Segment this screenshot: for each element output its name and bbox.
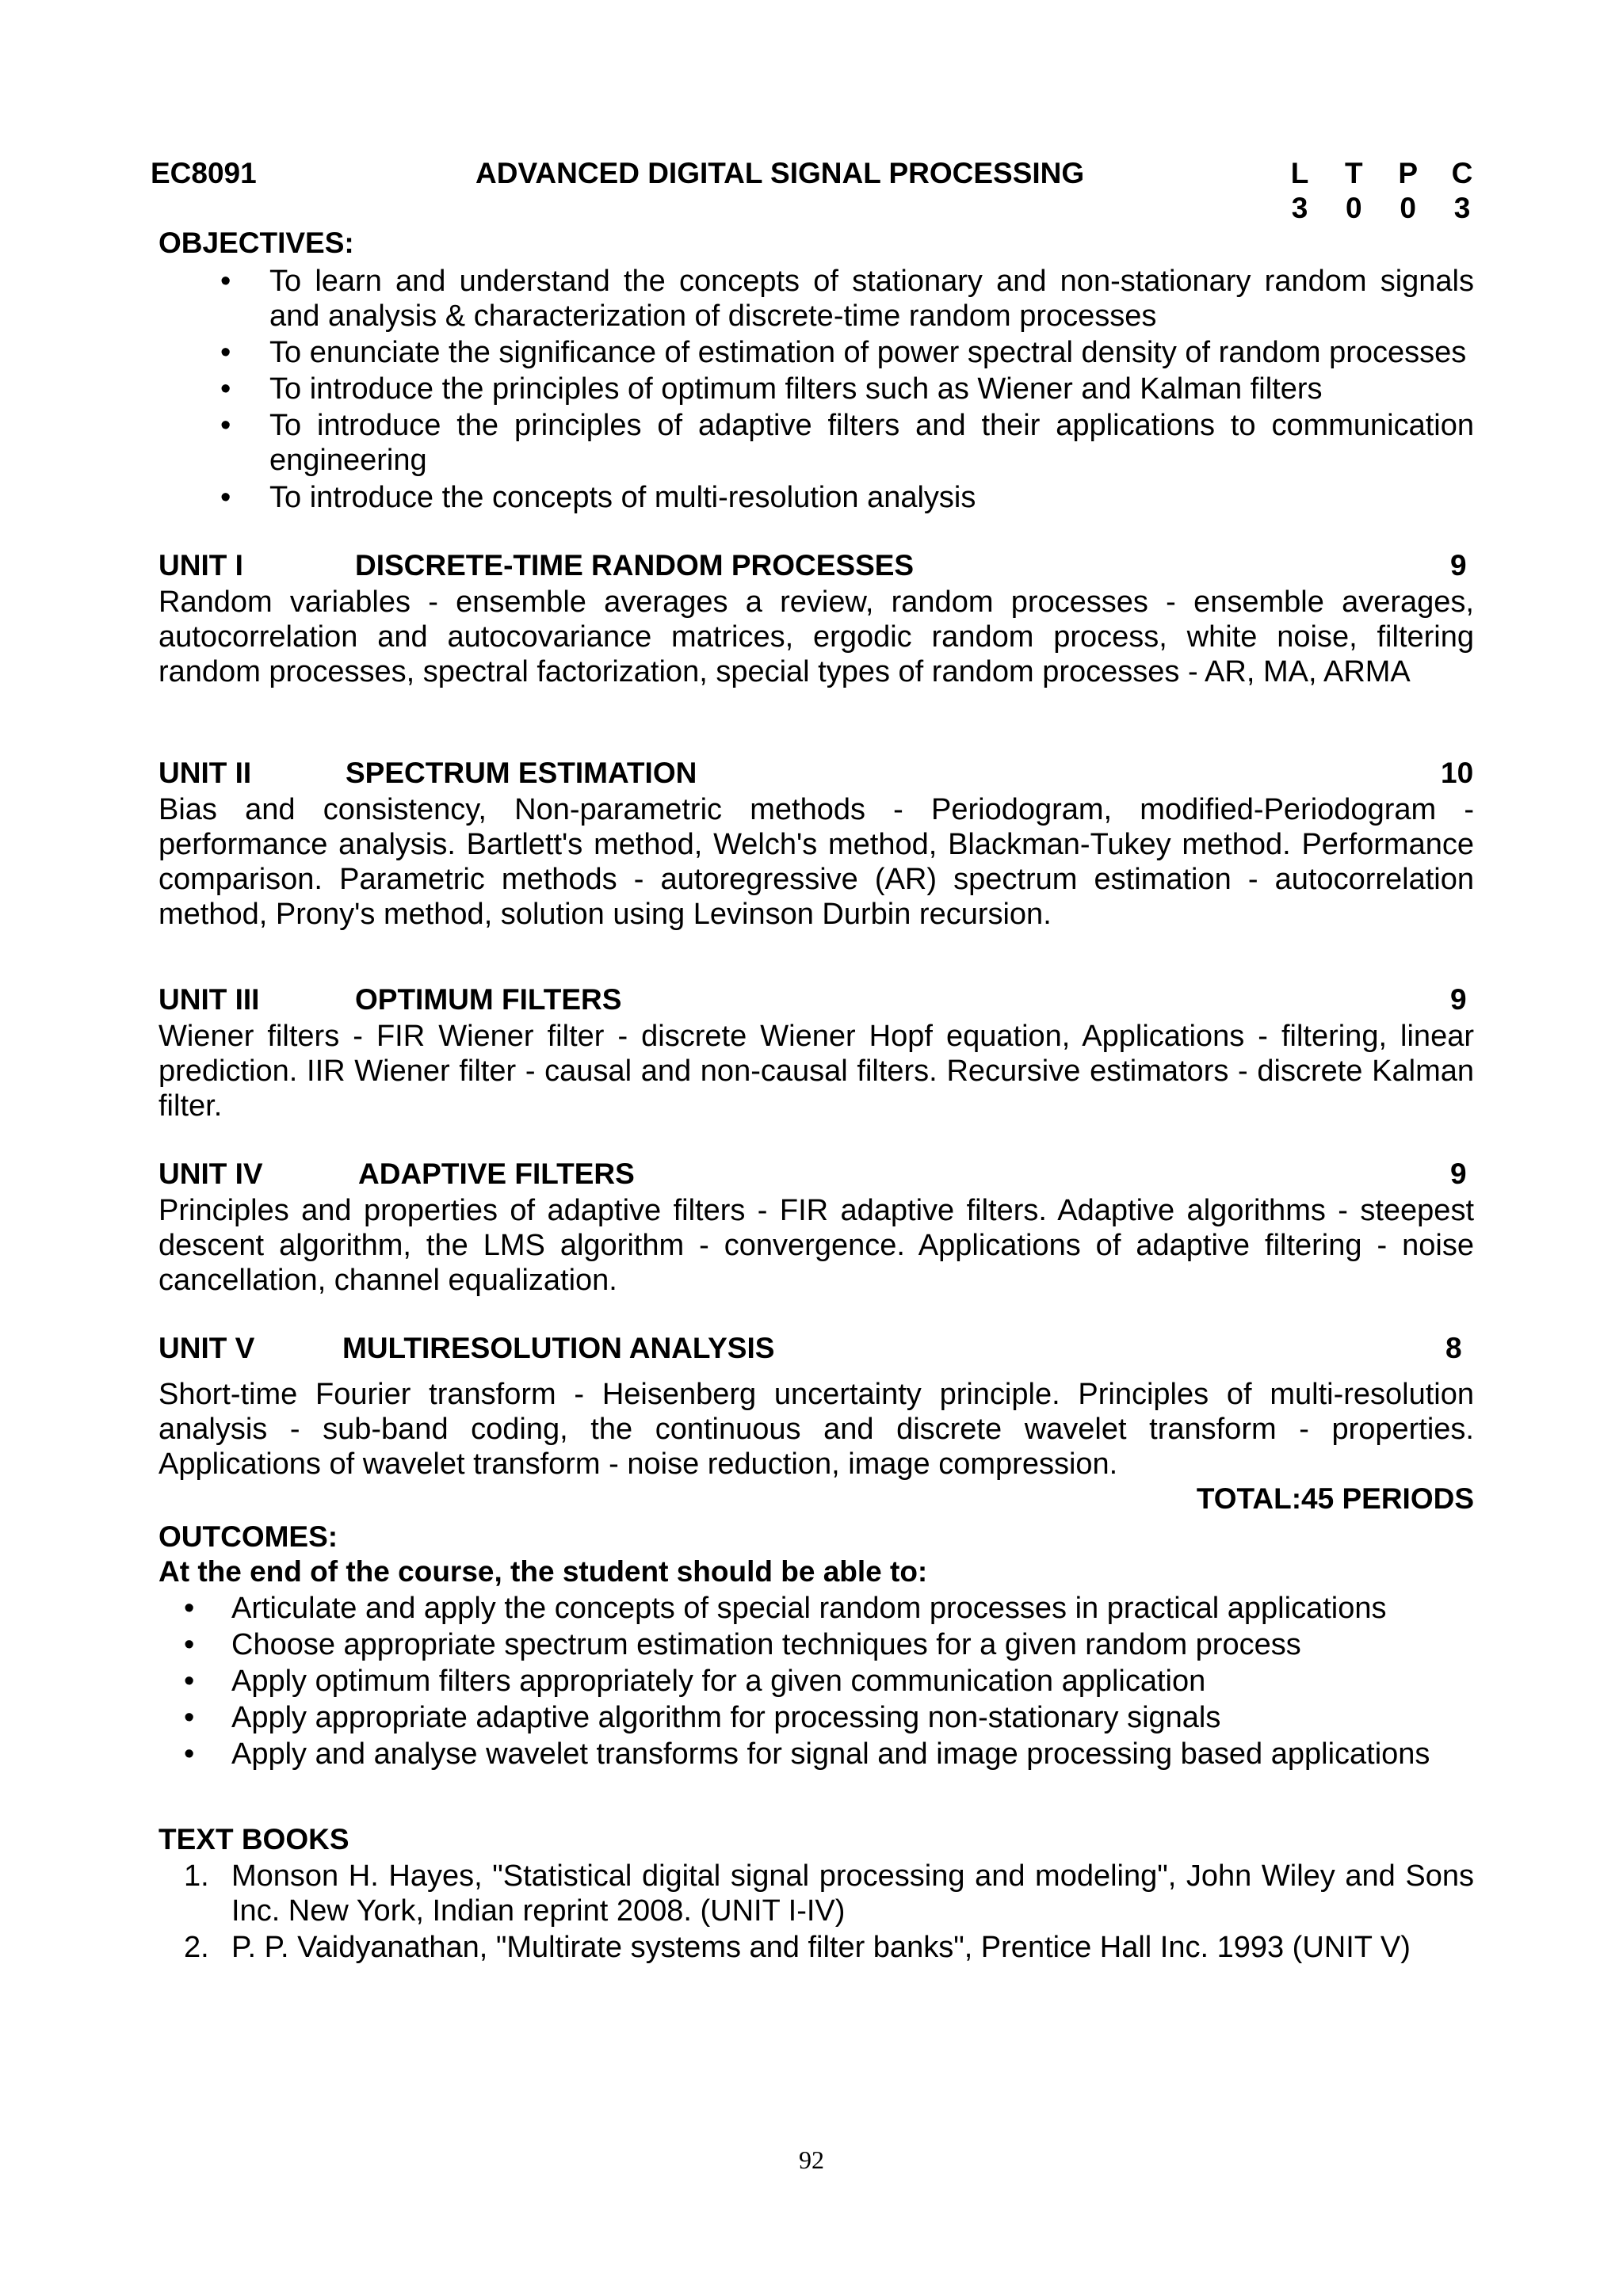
textbook-2-line1: P. P. Vaidyanathan, "Multirate systems and filter banks", Prentice Hall Inc. 1993 (UNIT V) xyxy=(231,1931,1411,1964)
ltpc-value-c: 3 xyxy=(1453,192,1471,224)
unit-4-hours: 9 xyxy=(1450,1158,1467,1190)
unit-5-line1: Short-time Fourier transform - Heisenberg uncertainty principle. Principles of multi-resolution xyxy=(158,1378,1474,1411)
course-code: EC8091 xyxy=(151,157,257,189)
ltpc-label-c: C xyxy=(1451,157,1473,189)
unit-4-line1: Principles and properties of adaptive filters - FIR adaptive filters. Adaptive algorithms - steepest xyxy=(158,1194,1474,1227)
unit-2-label: UNIT II xyxy=(158,757,252,789)
unit-5-line2: analysis - sub-band coding, the continuous and discrete wavelet transform - properties. xyxy=(158,1413,1474,1446)
unit-4-label: UNIT IV xyxy=(158,1158,263,1190)
objective-bullet-icon: • xyxy=(220,409,231,442)
textbooks-heading: TEXT BOOKS xyxy=(158,1823,349,1855)
objective-item-1-line1: To learn and understand the concepts of stationary and non-stationary random signals xyxy=(269,265,1474,298)
outcome-bullet-icon: • xyxy=(184,1737,195,1771)
page-number: 92 xyxy=(799,2145,824,2174)
objective-bullet-icon: • xyxy=(220,265,231,298)
textbook-1-line1: Monson H. Hayes, "Statistical digital signal processing and modeling", John Wiley and Sons xyxy=(231,1859,1474,1893)
outcome-bullet-icon: • xyxy=(184,1628,195,1661)
outcome-bullet-icon: • xyxy=(184,1665,195,1698)
unit-1-line2: autocorrelation and autocovariance matrices, ergodic random process, white noise, filtering xyxy=(158,620,1474,654)
ltpc-label-p: P xyxy=(1398,157,1418,189)
unit-1-line1: Random variables - ensemble averages a review, random processes - ensemble averages, xyxy=(158,585,1474,619)
unit-2-title: SPECTRUM ESTIMATION xyxy=(346,757,697,789)
objective-bullet-icon: • xyxy=(220,372,231,406)
unit-2-line2: performance analysis. Bartlett's method, Welch's method, Blackman-Tukey method. Performance xyxy=(158,828,1474,861)
unit-2-line4: method, Prony's method, solution using Levinson Durbin recursion. xyxy=(158,898,1052,931)
unit-5-title: MULTIRESOLUTION ANALYSIS xyxy=(342,1332,775,1364)
outcome-item-5: Apply and analyse wavelet transforms for signal and image processing based applications xyxy=(231,1737,1430,1771)
objective-bullet-icon: • xyxy=(220,481,231,514)
objective-item-1-line2: and analysis & characterization of discrete-time random processes xyxy=(269,299,1157,333)
unit-3-title: OPTIMUM FILTERS xyxy=(355,983,622,1016)
unit-3-line1: Wiener filters - FIR Wiener filter - discrete Wiener Hopf equation, Applications - filtering, linear xyxy=(158,1020,1474,1053)
unit-4-title: ADAPTIVE FILTERS xyxy=(358,1158,635,1190)
ltpc-labels xyxy=(1284,156,1478,191)
unit-1-title: DISCRETE-TIME RANDOM PROCESSES xyxy=(355,549,915,582)
unit-2-line3: comparison. Parametric methods - autoregressive (AR) spectrum estimation - autocorrelation xyxy=(158,863,1474,896)
unit-5-line3: Applications of wavelet transform - noise reduction, image compression. xyxy=(158,1447,1118,1481)
outcomes-intro: At the end of the course, the student should be able to: xyxy=(158,1555,928,1588)
unit-1-label: UNIT I xyxy=(158,549,243,582)
unit-3-label: UNIT III xyxy=(158,983,260,1016)
unit-3-hours: 9 xyxy=(1450,983,1467,1016)
objective-bullet-icon: • xyxy=(220,336,231,369)
outcome-bullet-icon: • xyxy=(184,1592,195,1625)
objective-item-4-line2: engineering xyxy=(269,444,427,477)
unit-1-line3: random processes, spectral factorization, special types of random processes - AR, MA, ARMA xyxy=(158,655,1411,688)
ltpc-values xyxy=(1284,191,1478,226)
unit-4-line2: descent algorithm, the LMS algorithm - convergence. Applications of adaptive filtering - noise xyxy=(158,1229,1474,1262)
unit-2-line1: Bias and consistency, Non-parametric methods - Periodogram, modified-Periodogram - xyxy=(158,793,1474,826)
ltpc-label-l: L xyxy=(1290,157,1309,189)
textbook-2-number: 2. xyxy=(184,1931,209,1964)
unit-5-hours: 8 xyxy=(1445,1332,1462,1364)
objective-item-2: To enunciate the significance of estimation of power spectral density of random processes xyxy=(269,336,1467,369)
textbook-1-line2: Inc. New York, Indian reprint 2008. (UNIT I-IV) xyxy=(231,1894,846,1928)
unit-3-line3: filter. xyxy=(158,1089,223,1123)
unit-3-line2: prediction. IIR Wiener filter - causal and non-causal filters. Recursive estimators - discrete Kalman xyxy=(158,1055,1474,1088)
outcome-item-2: Choose appropriate spectrum estimation techniques for a given random process xyxy=(231,1628,1301,1661)
textbook-1-number: 1. xyxy=(184,1859,209,1893)
ltpc-value-p: 0 xyxy=(1400,192,1416,224)
unit-4-line3: cancellation, channel equalization. xyxy=(158,1264,617,1297)
unit-1-hours: 9 xyxy=(1450,549,1467,582)
ltpc-value-l: 3 xyxy=(1291,192,1308,224)
ltpc-label-t: T xyxy=(1345,157,1363,189)
objective-item-5: To introduce the concepts of multi-resolution analysis xyxy=(269,481,976,514)
total-periods: TOTAL:45 PERIODS xyxy=(1196,1482,1474,1515)
outcome-item-1: Articulate and apply the concepts of special random processes in practical applications xyxy=(231,1592,1387,1625)
objective-item-3: To introduce the principles of optimum filters such as Wiener and Kalman filters xyxy=(269,372,1323,406)
outcome-item-4: Apply appropriate adaptive algorithm for processing non-stationary signals xyxy=(231,1701,1221,1734)
course-title: ADVANCED DIGITAL SIGNAL PROCESSING xyxy=(475,157,1085,189)
ltpc-value-t: 0 xyxy=(1346,192,1362,224)
unit-5-label: UNIT V xyxy=(158,1332,255,1364)
objective-item-4-line1: To introduce the principles of adaptive filters and their applications to communication xyxy=(269,409,1474,442)
objectives-heading: OBJECTIVES: xyxy=(158,227,354,259)
unit-2-hours: 10 xyxy=(1441,757,1474,789)
outcome-bullet-icon: • xyxy=(184,1701,195,1734)
outcomes-heading: OUTCOMES: xyxy=(158,1520,338,1553)
outcome-item-3: Apply optimum filters appropriately for a given communication application xyxy=(231,1665,1206,1698)
